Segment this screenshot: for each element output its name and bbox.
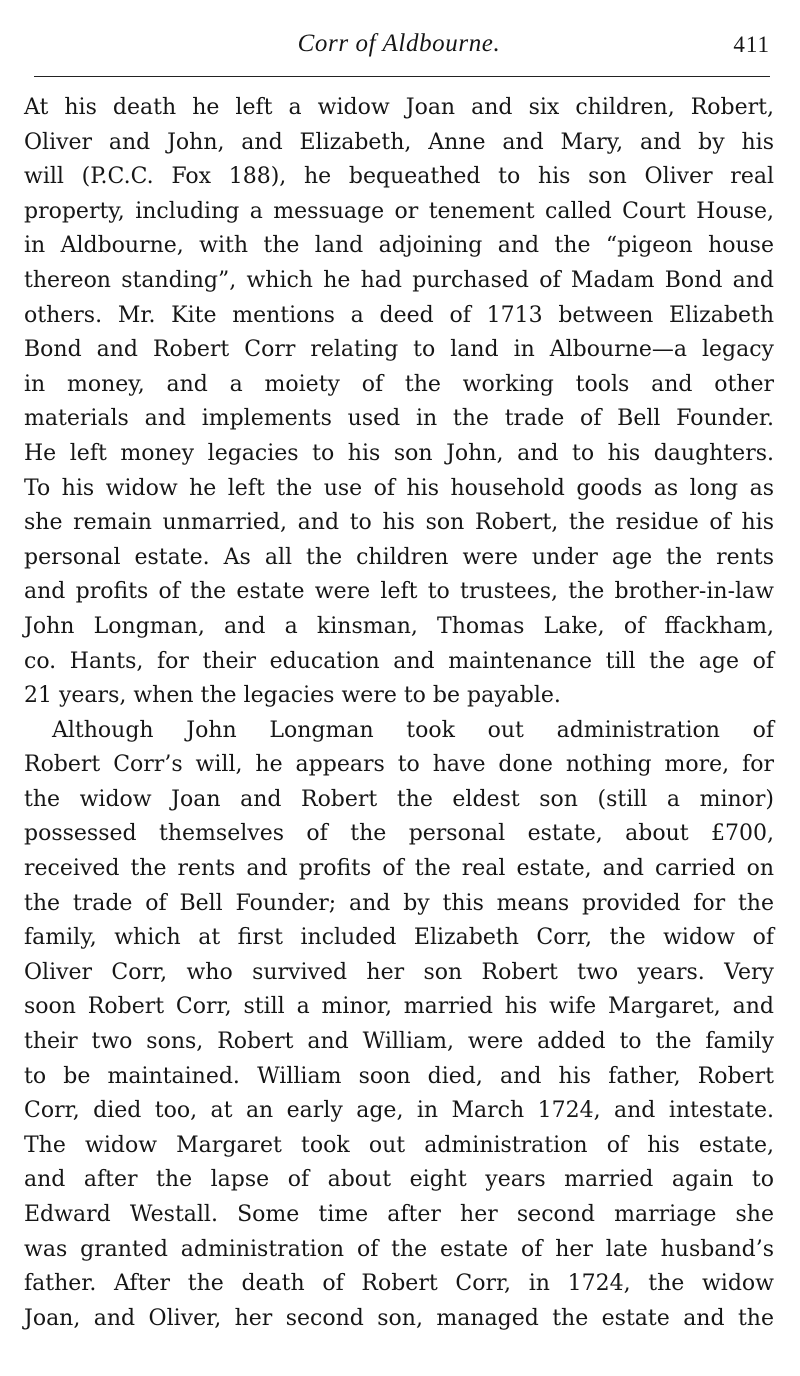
text-line: property, including a messuage or tenement called Court House, bbox=[24, 198, 774, 224]
text-line: personal estate. As all the children were under age the rents bbox=[24, 544, 774, 570]
text-line: the widow Joan and Robert the eldest son (still a minor) bbox=[24, 786, 774, 812]
text-line: Oliver Corr, who survived her son Robert two years. Very bbox=[24, 959, 774, 985]
text-line: materials and implements used in the trade of Bell Founder. bbox=[24, 406, 774, 432]
running-header bbox=[24, 18, 774, 62]
text-line: others. Mr. Kite mentions a deed of 1713 between Elizabeth bbox=[24, 302, 774, 328]
text-line: received the rents and profits of the real estate, and carried on bbox=[24, 856, 774, 882]
text-line: Edward Westall. Some time after her second marriage she bbox=[24, 1202, 774, 1227]
paragraph-2 bbox=[24, 714, 774, 1337]
text-line: At his death he left a widow Joan and six children, Robert, bbox=[24, 95, 774, 120]
text-line: she remain unmarried, and to his son Robert, the residue of his bbox=[24, 510, 774, 536]
text-line: Robert Corr’s will, he appears to have done nothing more, for bbox=[24, 752, 774, 778]
text-line: John Longman, and a kinsman, Thomas Lake, of ffackham, bbox=[24, 613, 774, 639]
text-line: He left money legacies to his son John, and to his daughters. bbox=[24, 440, 774, 466]
header-rule bbox=[34, 76, 770, 77]
text-line: To his widow he left the use of his household goods as long as bbox=[24, 475, 774, 501]
book-page bbox=[24, 18, 774, 1336]
text-line: Corr, died too, at an early age, in March 1724, and intestate. bbox=[24, 1098, 774, 1124]
text-line: Joan, and Oliver, her second son, managed the estate and the bbox=[24, 1305, 774, 1331]
text-line: was granted administration of the estate of her late husband’s bbox=[24, 1236, 774, 1262]
text-line: will (P.C.C. Fox 188), he bequeathed to his son Oliver real bbox=[24, 164, 774, 190]
page-number: 411 bbox=[733, 32, 770, 57]
text-line: Oliver and John, and Elizabeth, Anne and Mary, and by his bbox=[24, 129, 774, 155]
text-line: and after the lapse of about eight years married again to bbox=[24, 1167, 774, 1193]
text-line: father. After the death of Robert Corr, in 1724, the widow bbox=[24, 1271, 774, 1297]
running-title: Corr of Aldbourne. bbox=[297, 30, 501, 57]
text-line: co. Hants, for their education and maintenance till the age of bbox=[24, 648, 774, 674]
paragraph-1 bbox=[24, 91, 774, 714]
text-line: in money, and a moiety of the working tools and other bbox=[24, 371, 774, 397]
text-line: thereon standing”, which he had purchased of Madam Bond and bbox=[24, 267, 774, 293]
text-line: Although John Longman took out administration of bbox=[52, 717, 774, 743]
body-text bbox=[24, 91, 774, 1336]
text-line: their two sons, Robert and William, were added to the family bbox=[24, 1029, 774, 1055]
text-line: in Aldbourne, with the land adjoining and the “pigeon house bbox=[24, 233, 774, 259]
text-line: and profits of the estate were left to trustees, the brother-in-law bbox=[24, 579, 774, 605]
text-line: The widow Margaret took out administration of his estate, bbox=[24, 1132, 774, 1158]
text-line: possessed themselves of the personal estate, about £700, bbox=[24, 821, 774, 847]
text-line: to be maintained. William soon died, and his father, Robert bbox=[24, 1063, 774, 1089]
text-line: family, which at first included Elizabeth Corr, the widow of bbox=[24, 925, 774, 951]
text-line: Bond and Robert Corr relating to land in Albourne—a legacy bbox=[24, 337, 774, 363]
text-line: soon Robert Corr, still a minor, married his wife Margaret, and bbox=[24, 994, 774, 1020]
text-line: the trade of Bell Founder; and by this means provided for the bbox=[24, 890, 774, 916]
text-line: 21 years, when the legacies were to be payable. bbox=[24, 683, 561, 709]
